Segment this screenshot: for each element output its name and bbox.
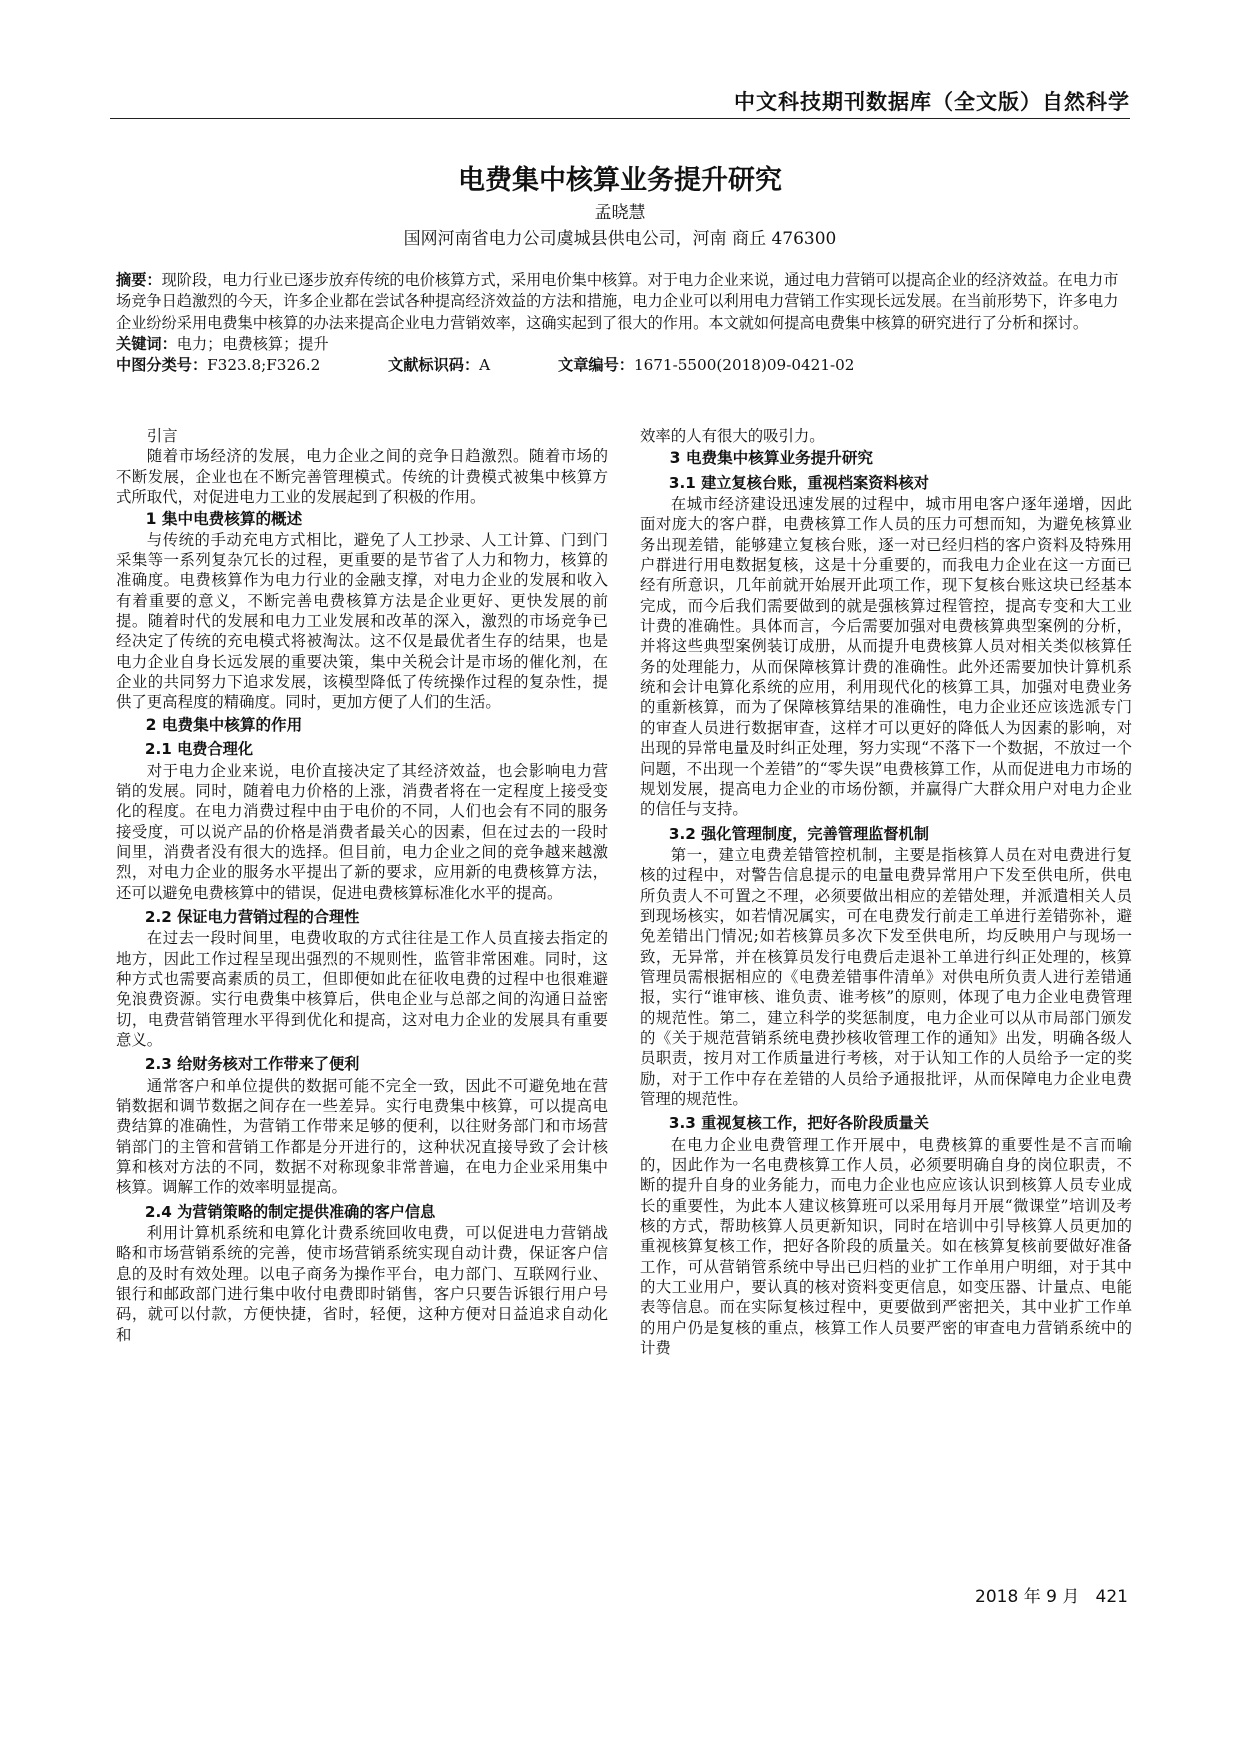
section-2-1-heading: 2.1 电费合理化 — [144, 740, 254, 759]
section-2-3-heading: 2.3 给财务核对工作带来了便利 — [144, 1055, 360, 1074]
article-id-label: 文章编号： — [558, 356, 634, 375]
article-affiliation: 国网河南省电力公司虞城县供电公司，河南 商丘 476300 — [403, 229, 837, 249]
header-divider — [110, 118, 1130, 119]
abstract-text: 现阶段，电力行业已逐步放弃传统的电价核算方式，采用电价集中核算。对于电力企业来说，通过电力营销可以提高企业的经济效益。在电力市场竞争日趋激烈的今天，许多企业都在尝试各种提高经济效益的方法和措施，电力企业可以利用电力营销工作实现长远发展。在当前形势下，许多电力企业纷纷采用电费集中核算的办法来提高企业电力营销效率，这确实起到了很大的作用。本文就如何提高电费集中核算的研究进行了分析和探讨。 — [116, 271, 1119, 332]
intro-heading: 引言 — [146, 427, 178, 445]
article-title: 电费集中核算业务提升研究 — [458, 165, 782, 196]
keywords-label: 关键词： — [116, 334, 177, 353]
section-1-paragraph: 与传统的手动充电方式相比，避免了人工抄录、人工计算、门到门采集等一系列复杂冗长的过程，更重要的是节省了人力和物力，核算的准确度。电费核算作为电力行业的金融支撑，对电力企业的发展和收入有着重要的意义，不断完善电费核算方法是企业更好、更快发展的前提。随着时代的发展和电力工业发展和改革的深入，激烈的市场竞争已经决定了传统的充电模式将被淘汰。这不仅是最优者生存的结果，也是电力企业自身长远发展的重要决策，集中关税会计是市场的催化剂，在企业的共同努力下追求发展，该模型降低了传统操作过程的复杂性，提供了更高程度的精确度。同时，更加方便了人们的生活。 — [116, 530, 608, 712]
right-column — [640, 426, 1132, 1358]
section-3-2-paragraph: 第一，建立电费差错管控机制，主要是指核算人员在对电费进行复核的过程中，对警告信息提示的电量电费异常用户下发至供电所，供电所负责人不可置之不理，必须要做出相应的差错处理，并派遣相关人员到现场核实，如若情况属实，可在电费发行前走工单进行差错弥补，避免差错出门情况;如若核算员多次下发至供电所，均反映用户与现场一致，无异常，并在核算员发行电费后走退补工单进行纠正处理的，核算管理员需根据相应的《电费差错事件清单》对供电所负责人进行差错通报，实行“谁审核、谁负责、谁考核”的原则，体现了电力企业电费管理的规范性。第二，建立科学的奖惩制度，电力企业可以从市局部门颁发的《关于规范营销系统电费抄核收管理工作的通知》出发，明确各级人员职责，按月对工作质量进行考核，对于认知工作的人员给予一定的奖励，对于工作中存在差错的人员给予通报批评，从而保障电力企业电费管理的规范性。 — [640, 845, 1132, 1108]
left-column — [116, 426, 608, 1345]
abstract-label: 摘要： — [116, 271, 162, 289]
section-2-4-paragraph: 利用计算机系统和电算化计费系统回收电费，可以促进电力营销战略和市场营销系统的完善，使市场营销系统实现自动计费，保证客户信息的及时有效处理。以电子商务为操作平台，电力部门、互联网行业、银行和邮政部门进行集中收付电费即时销售，客户只要告诉银行用户号码，就可以付款，方便快捷，省时，轻便，这种方便对日益追求自动化和 — [116, 1224, 608, 1344]
section-2-1-paragraph: 对于电力企业来说，电价直接决定了其经济效益，也会影响电力营销的发展。同时，随着电力价格的上涨，消费者将在一定程度上接受变化的程度。在电力消费过程中由于电价的不同，人们也会有不同的服务接受度，可以说产品的价格是消费者最关心的因素，但在过去的一段时间里，消费者没有很大的选择。但目前，电力企业之间的竞争越来越激烈，对电力企业的服务水平提出了新的要求，应用新的电费核算方法，还可以避免电费核算中的错误，促进电费核算标准化水平的提高。 — [116, 761, 608, 902]
abstract — [116, 270, 1124, 334]
keywords-text: 电力；电费核算；提升 — [176, 334, 329, 353]
section-2-heading: 2 电费集中核算的作用 — [145, 715, 303, 734]
page-footer — [975, 1582, 1128, 1607]
article-id-value: 1671-5500(2018)09-0421-02 — [633, 356, 855, 375]
article-id-field — [558, 355, 854, 376]
journal-header: 中文科技期刊数据库（全文版）自然科学 — [734, 90, 1130, 114]
clc-value: F323.8;F326.2 — [207, 356, 321, 375]
section-3-2-heading: 3.2 强化管理制度，完善管理监督机制 — [668, 824, 929, 843]
section-2-2-heading: 2.2 保证电力营销过程的合理性 — [144, 907, 360, 926]
issue-date: 2018 年 9 月 — [975, 1587, 1080, 1607]
section-2-2-paragraph: 在过去一段时间里，电费收取的方式往往是工作人员直接去指定的地方，因此工作过程呈现出强烈的不规则性，监管非常困难。同时，这种方式也需要高素质的员工，但即便如此在征收电费的过程中也很难避免浪费资源。实行电费集中核算后，供电企业与总部之间的沟通日益密切，电费营销管理水平得到优化和提高，这对电力企业的发展具有重要意义。 — [116, 929, 608, 1049]
section-3-heading: 3 电费集中核算业务提升研究 — [669, 449, 874, 468]
classification-row — [116, 355, 1124, 377]
page-number: 421 — [1095, 1587, 1128, 1607]
section-3-3-paragraph: 在电力企业电费管理工作开展中，电费核算的重要性是不言而喻的，因此作为一名电费核算工作人员，必须要明确自身的岗位职责，不断的提升自身的业务能力，而电力企业也应应该认识到核算人员专业成长的重要性，为此本人建议核算班可以采用每月开展“微课堂”培训及考核的方式，帮助核算人员更新知识，同时在培训中引导核算人员更加的重视核算复核工作，把好各阶段的质量关。如在核算复核前要做好准备工作，可从营销管系统中导出已归档的业扩工作单用户明细，对于其中的大工业用户，要认真的核对资料变更信息，如变压器、计量点、电能表等信息。而在实际复核过程中，更要做到严密把关，其中业扩工作单的用户仍是复核的重点，核算工作人员要严密的审查电力营销系统中的计费 — [640, 1135, 1132, 1358]
clc-field — [116, 355, 320, 376]
section-3-1-paragraph: 在城市经济建设迅速发展的过程中，城市用电客户逐年递增，因此面对庞大的客户群，电费核算工作人员的压力可想而知，为避免核算业务出现差错，能够建立复核台账，逐一对已经归档的客户资料及特殊用户群进行用电数据复核，这是十分重要的，而我电力企业在这一方面已经有所意识，几年前就开始展开此项工作，现下复核台账这块已经基本完成，而今后我们需要做到的就是强核算过程管控，提高专变和大工业计费的准确性。具体而言，今后需要加强对电费核算典型案例的分析，并将这些典型案例装订成册，从而提升电费核算人员对相关类似核算任务的处理能力，从而保障核算计费的准确性。此外还需要加快计算机系统和会计电算化系统的应用，利用现代化的核算工具，加强对电费业务的重新核算，而为了保障核算结果的准确性，电力企业还应该选派专门的审查人员进行数据审查，这样才可以更好的降低人为因素的影响，对出现的异常电量及时纠正处理，努力实现“不落下一个数据，不放过一个问题，不出现一个差错”的“零失误”电费核算工作，从而促进电力市场的规划发展，提高电力企业的市场份额，并赢得广大群众用户对电力企业的信任与支持。 — [640, 495, 1132, 819]
continued-paragraph: 效率的人有很大的吸引力。 — [640, 427, 825, 445]
section-3-3-heading: 3.3 重视复核工作，把好各阶段质量关 — [668, 1114, 929, 1133]
doc-code-field — [388, 355, 490, 376]
section-2-4-heading: 2.4 为营销策略的制定提供准确的客户信息 — [144, 1202, 436, 1221]
section-2-3-paragraph: 通常客户和单位提供的数据可能不完全一致，因此不可避免地在营销数据和调节数据之间存在一些差异。实行电费集中核算，可以提高电费结算的准确性，为营销工作带来足够的便利，以往财务部门和市场营销部门的主管和营销工作都是分开进行的，这种状况直接导致了会计核算和核对方法的不同，数据不对称现象非常普遍，在电力企业采用集中核算。调解工作的效率明显提高。 — [116, 1076, 608, 1197]
clc-label: 中图分类号： — [116, 356, 208, 375]
section-1-heading: 1 集中电费核算的概述 — [145, 510, 303, 529]
section-3-1-heading: 3.1 建立复核台账，重视档案资料核对 — [668, 473, 929, 492]
doc-code-value: A — [479, 356, 491, 375]
doc-code-label: 文献标识码： — [388, 356, 480, 375]
article-author: 孟晓慧 — [594, 203, 646, 223]
intro-paragraph: 随着市场经济的发展，电力企业之间的竞争日趋激烈。随着市场的不断发展，企业也在不断完善管理模式。传统的计费模式被集中核算方式所取代，对促进电力工业的发展起到了积极的作用。 — [116, 447, 608, 507]
article-meta — [116, 270, 1124, 377]
keywords — [116, 334, 1124, 355]
